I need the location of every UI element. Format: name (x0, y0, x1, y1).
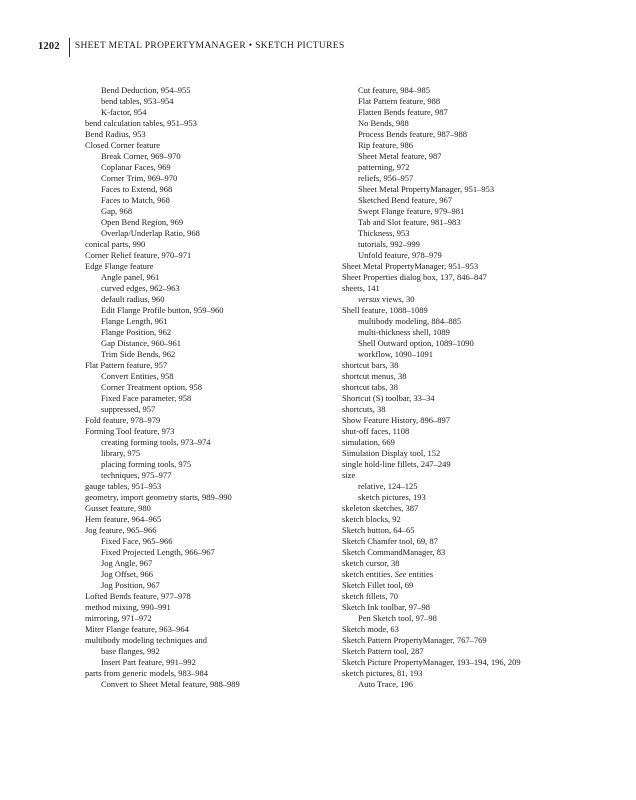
index-subentry: Corner Treatment option, 958 (101, 381, 203, 392)
index-column-right (342, 85, 604, 691)
header-divider (69, 38, 70, 57)
index-entry: parts from generic models, 983–984 (85, 668, 208, 679)
index-entry: Closed Corner feature (85, 139, 161, 150)
index-subentry: library, 975 (101, 448, 141, 459)
index-entry: shortcut bars, 38 (342, 359, 399, 370)
index-subentry: Auto Trace, 196 (358, 679, 414, 690)
index-subentry: Jog Position, 967 (101, 580, 160, 591)
index-entry: Sketch Pattern tool, 287 (342, 646, 424, 657)
running-head: SHEET METAL PROPERTYMANAGER • SKETCH PICTURES (74, 41, 345, 51)
index-entry: geometry, import geometry starts, 989–990 (85, 492, 232, 503)
index-entry: simulation, 669 (342, 437, 395, 447)
index-entry: Hem feature, 964–965 (85, 514, 162, 525)
index-subentry: suppressed, 957 (101, 403, 156, 414)
index-entry: Sketch Pattern PropertyManager, 767–769 (342, 635, 487, 646)
index-subentry: Jog Offset, 966 (101, 569, 154, 580)
index-entry: Edge Flange feature (85, 260, 154, 271)
index-subentry: versus views, 30 (358, 293, 415, 304)
index-entry: Fold feature, 978–979 (85, 414, 161, 425)
index-entry: Sheet Metal PropertyManager, 951–953 (342, 260, 479, 271)
index-entry: Sketch Picture PropertyManager, 193–194, 196, 209 (342, 657, 521, 668)
index-subentry: Open Bend Region, 969 (101, 216, 184, 227)
index-subentry: relative, 124–125 (358, 481, 418, 492)
index-entry: Lofted Bends feature, 977–978 (85, 591, 191, 602)
index-subentry: Pen Sketch tool, 97–98 (358, 613, 437, 624)
index-entry: Miter Flange feature, 963–964 (85, 624, 189, 635)
index-subentry: Sketched Bend feature, 967 (358, 194, 452, 205)
index-subentry: multi-thickness shell, 1089 (358, 326, 450, 337)
index-subentry: Overlap/Underlap Ratio, 968 (101, 227, 200, 238)
index-subentry: Gap, 968 (101, 205, 133, 216)
index-entry: sketch blocks, 92 (342, 514, 401, 525)
index-subentry: Thickness, 953 (358, 227, 410, 238)
index-subentry: multibody modeling, 884–885 (358, 315, 462, 326)
index-subentry: tutorials, 992–999 (358, 238, 420, 249)
index-subentry: Sheet Metal PropertyManager, 951–953 (358, 183, 495, 194)
index-entry: Sketch Ink toolbar, 97–98 (342, 602, 430, 613)
index-entry: sketch entities. See entities (342, 569, 434, 580)
page-header (38, 38, 345, 56)
index-subentry: default radius, 960 (101, 293, 165, 304)
index-subentry: Convert to Sheet Metal feature, 988–989 (101, 679, 240, 690)
index-subentry: reliefs, 956–957 (358, 172, 414, 183)
index-entry: sketch cursor, 38 (342, 558, 400, 569)
index-entry: gauge tables, 951–953 (85, 481, 162, 492)
index-subentry: workflow, 1090–1091 (358, 348, 433, 359)
index-subentry: Flange Length, 961 (101, 315, 168, 326)
index-entry: Flat Pattern feature, 957 (85, 359, 168, 370)
index-subentry: Bend Deduction, 954–955 (101, 84, 191, 95)
index-subentry: Faces to Match, 968 (101, 194, 170, 205)
index-subentry: Cut feature, 984–985 (358, 84, 430, 95)
index-subentry: Unfold feature, 978–979 (358, 249, 442, 260)
index-subentry: creating forming tools, 973–974 (101, 437, 211, 447)
index-entry: mirroring, 971–972 (85, 613, 152, 624)
index-entry: Show Feature History, 896–897 (342, 414, 451, 425)
index-subentry: Insert Part feature, 991–992 (101, 657, 196, 668)
index-entry: Shell feature, 1088–1089 (342, 304, 428, 315)
page-number: 1202 (38, 41, 60, 52)
index-subentry: bend tables, 953–954 (101, 95, 174, 106)
index-subentry: No Bends, 988 (358, 117, 409, 128)
index-subentry: sketch pictures, 193 (358, 492, 426, 503)
index-subentry: Convert Entities, 958 (101, 370, 174, 381)
index-entry: single hold-line fillets, 247–249 (342, 459, 451, 470)
index-subentry: Break Corner, 969–970 (101, 150, 181, 161)
index-subentry: Process Bends feature, 987–988 (358, 128, 468, 139)
index-entry: Simulation Display tool, 152 (342, 448, 441, 459)
index-entry: Sheet Properties dialog box, 137, 846–847 (342, 271, 487, 282)
index-subentry: Trim Side Bends, 962 (101, 348, 176, 359)
index-entry: shortcut tabs, 38 (342, 381, 398, 392)
index-entry: Sketch mode, 63 (342, 624, 399, 635)
index-subentry: Tab and Slot feature, 981–983 (358, 216, 461, 227)
index-entry: sheets, 141 (342, 282, 380, 293)
index-subentry: Jog Angle, 967 (101, 558, 153, 569)
index-subentry: K-factor, 954 (101, 106, 147, 117)
index-subentry: Fixed Face parameter, 958 (101, 392, 192, 403)
index-subentry: Sheet Metal feature, 987 (358, 150, 442, 161)
index-subentry: Flatten Bends feature, 987 (358, 106, 448, 117)
index-subentry: Coplanar Faces, 969 (101, 161, 171, 172)
index-entry: Jog feature, 965–966 (85, 525, 157, 536)
index-entry: sketch pictures, 81, 193 (342, 668, 423, 679)
index-subentry: Corner Trim, 969–970 (101, 172, 178, 183)
index-entry: shut-off faces, 1108 (342, 425, 410, 436)
index-subentry: Flat Pattern feature, 988 (358, 95, 441, 106)
index-subentry: techniques, 975–977 (101, 470, 172, 481)
index-subentry: Faces to Extend, 968 (101, 183, 173, 194)
index-entry: conical parts, 990 (85, 238, 146, 249)
index-column-left (85, 85, 320, 691)
index-subentry: Gap Distance, 960–961 (101, 337, 182, 348)
index-entry: Forming Tool feature, 973 (85, 425, 175, 436)
index-entry: Shortcut (S) toolbar, 33–34 (342, 392, 435, 403)
index-subentry: curved edges, 962–963 (101, 282, 180, 293)
index-entry: Sketch button, 64–65 (342, 525, 415, 536)
index-entry: shortcuts, 38 (342, 403, 386, 414)
index-subentry: Shell Outward option, 1089–1090 (358, 337, 474, 348)
index-entry: bend calculation tables, 951–953 (85, 117, 197, 128)
index-entry: Bend Radius, 953 (85, 128, 146, 139)
index-entry: Corner Relief feature, 970–971 (85, 249, 192, 260)
index-entry: size (342, 470, 356, 481)
index-subentry: Fixed Projected Length, 966–967 (101, 547, 215, 558)
index-subentry: Angle panel, 961 (101, 271, 160, 282)
index-subentry: Swept Flange feature, 979–981 (358, 205, 465, 216)
index-entry: shortcut menus, 38 (342, 370, 407, 381)
index-entry: sketch fillets, 70 (342, 591, 398, 602)
index-entry: Gusset feature, 980 (85, 503, 151, 514)
index-entry: multibody modeling techniques and (85, 635, 208, 646)
index-entry: method mixing, 990–991 (85, 602, 171, 613)
index-subentry: placing forming tools, 975 (101, 459, 192, 470)
index-entry: skeleton sketches, 387 (342, 503, 419, 514)
index-subentry: base flanges, 992 (101, 646, 160, 657)
index-subentry: Fixed Face, 965–966 (101, 536, 173, 547)
index-entry: Sketch Chamfer tool, 69, 87 (342, 536, 438, 547)
index-subentry: Flange Position, 962 (101, 326, 172, 337)
index-subentry: Edit Flange Profile button, 959–960 (101, 304, 224, 315)
index-entry: Sketch CommandManager, 83 (342, 547, 446, 558)
index-entry: Sketch Fillet tool, 69 (342, 580, 414, 591)
index-subentry: Rip feature, 986 (358, 139, 413, 150)
index-subentry: patterning, 972 (358, 161, 410, 172)
